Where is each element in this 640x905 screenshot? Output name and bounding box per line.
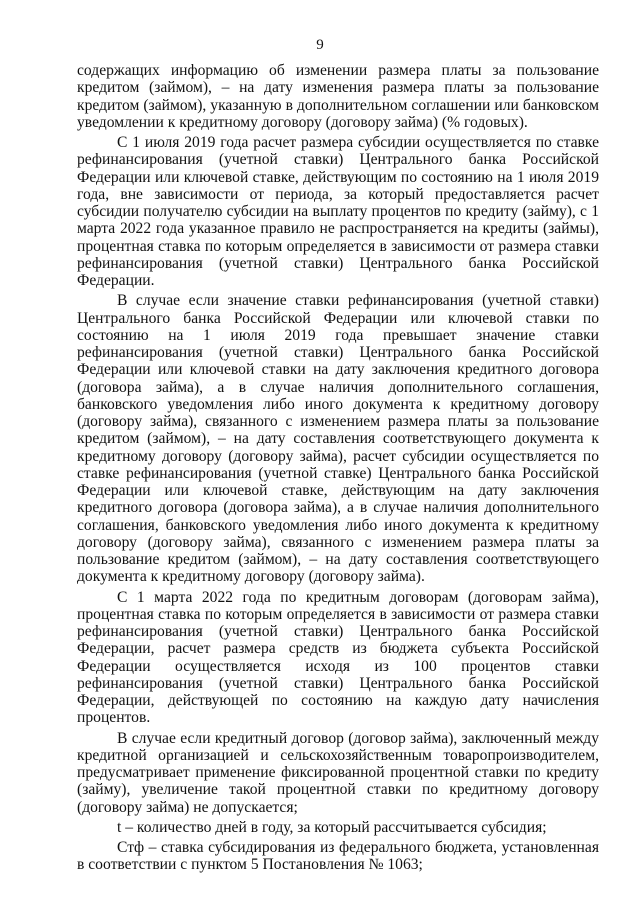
page-number: 9 [316,37,324,53]
paragraph-fixed-rate-case: В случае если кредитный договор (договор займа), заключенный между кредитной организацией и сельскохозяйственным товаропроизводителем, предусматривает применение фиксированной процентной ставки по кредиту (займу), увеличение такой процентной ставки по кредитному договору (договору займа) не допускается; [77,729,599,816]
document-body [77,62,599,877]
paragraph-continuation: содержащих информацию об изменении размера платы за пользование кредитом (займом), – на дату изменения размера платы за пользование кредитом (займом), указанную в дополнительном соглашении или банковском уведомлении к кредитному договору (договору займа) (% годовых). [77,62,599,131]
paragraph-definition-t: t – количество дней в году, за который рассчитывается субсидия; [117,818,547,836]
paragraph-subsidy-calculation-july-2019: С 1 июля 2019 года расчет размера субсидии осуществляется по ставке рефинансирования (учетной ставки) Центрального банка Российской Федерации или ключевой ставке, действующим по состоянию на 1 июля 2019 года, вне зависимости от периода, за который предоставляется расчет субсидии получателю субсидии на выплату процентов по кредиту (займу), с 1 марта 2022 года указанное правило не распространяется на кредиты (займы), процентная ставка по которым определяется в зависимости от размера ставки рефинансирования (учетной ставки) Центрального банка Российской Федерации. [77,134,599,289]
paragraph-definition-stf: Стф – ставка субсидирования из федерального бюджета, установленная в соответствии с пунктом 5 Постановления № 1063; [77,839,599,874]
paragraph-march-2022-rule: С 1 марта 2022 года по кредитным договорам (договорам займа), процентная ставка по которым определяется в зависимости от размера ставки рефинансирования (учетной ставки) Центрального банка Российской Федерации, расчет размера средств из бюджета субъекта Российской Федерации осуществляется исходя из 100 процентов ставки рефинансирования (учетной ставки) Центрального банка Российской Федерации, действующей по состоянию на каждую дату начисления процентов. [77,588,599,727]
paragraph-rate-exceeds-case: В случае если значение ставки рефинансирования (учетной ставки) Центрального банка Российской Федерации или ключевой ставки по состоянию на 1 июля 2019 года превышает значение ставки рефинансирования (учетной ставки) Центрального банка Российской Федерации или ключевой ставки на дату заключения кредитного договора (договора займа), а в случае наличия дополнительного соглашения, банковского уведомления либо иного документа к кредитному договору (договору займа), связанного с изменением размера платы за пользование кредитом (займом), – на дату составления соответствующего документа к кредитному договору (договору займа), расчет субсидии осуществляется по ставке рефинансирования (учетной ставке) Центрального банка Российской Федерации или ключевой ставке, действующим на дату заключения кредитного договора (договора займа), а в случае наличия дополнительного соглашения, банковского уведомления либо иного документа к кредитному договору (договору займа), связанного с изменением размера платы за пользование кредитом (займом), – на дату составления соответствующего документа к кредитному договору (договору займа). [77,292,599,586]
